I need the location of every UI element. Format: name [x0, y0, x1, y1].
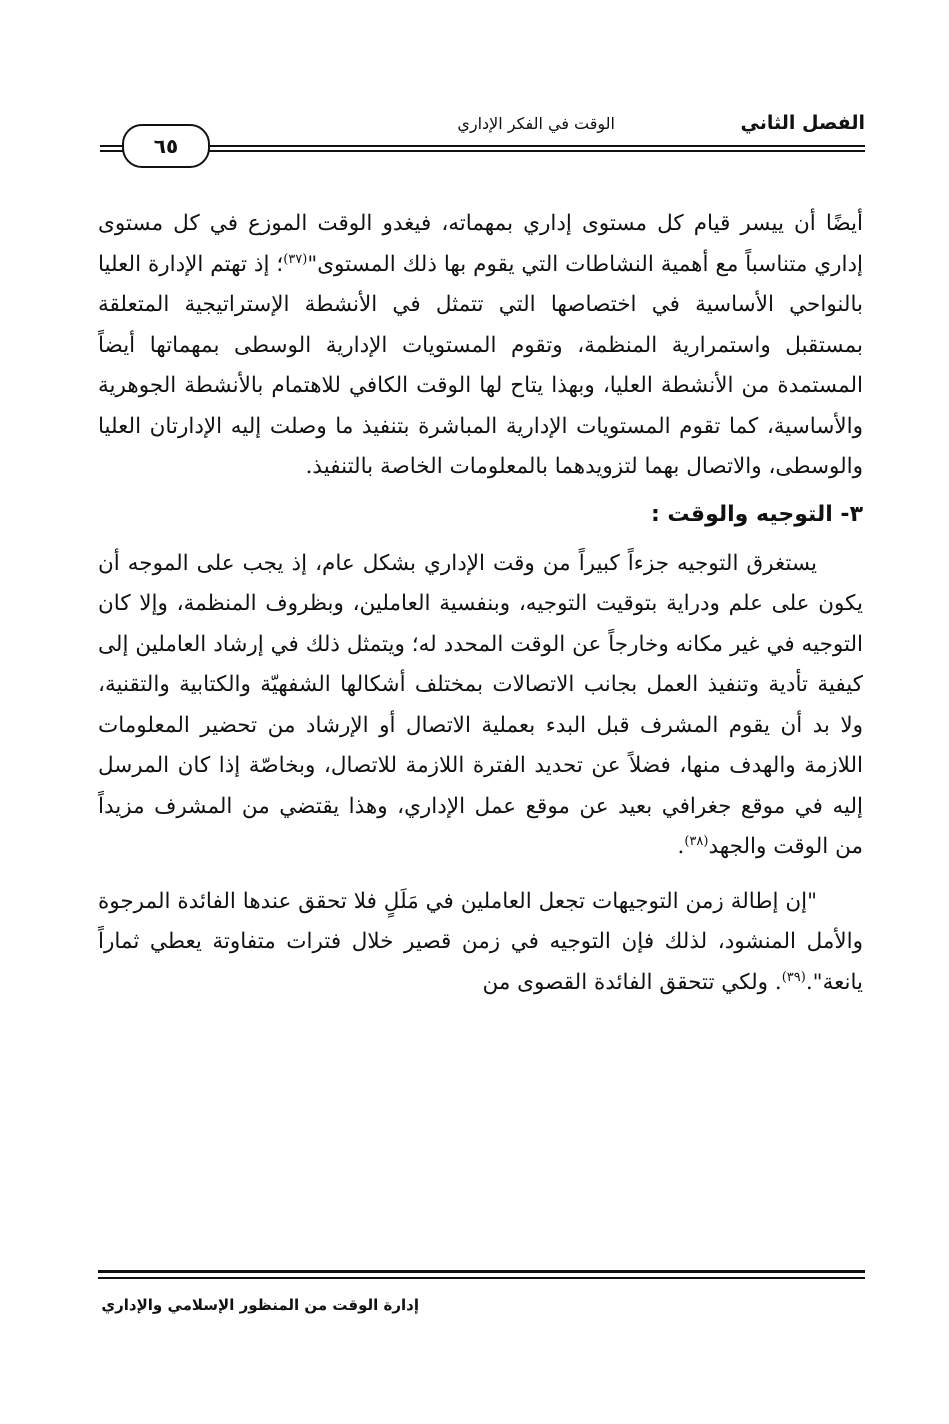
footnote-ref-39: (٣٩): [781, 969, 806, 985]
paragraph-2-text: يستغرق التوجيه جزءاً كبيراً من وقت الإداري بشكل عام، إذ يجب على الموجه أن يكون على علم ودراية بتوقيت التوجيه، وبنفسية العاملين، وبظروف المنظمة، وإلا كان التوجيه في غير مكانه وخارجاً عن الوقت المحدد له؛ ويتمثل ذلك في إرشاد العاملين إلى كيفية تأدية وتنفيذ العمل بجانب الاتصالات بمختلف أشكالها الشفهيّة والكتابية والتقنية، ولا بد أن يقوم المشرف قبل البدء بعملية الاتصال أو الإرشاد من تحضير المعلومات اللازمة والهدف منها، فضلاً عن تحديد الفترة اللازمة للاتصال، وبخاصّة إذا كان المرسل إليه في موقع جغرافي بعيد عن موقع عمل الإداري، وهذا يقتضي من المشرف مزيداً من الوقت والجهد: [98, 550, 863, 859]
running-header: [100, 108, 865, 160]
book-title-footer: إدارة الوقت من المنظور الإسلامي والإداري: [101, 1296, 419, 1314]
page-number: ٦٥: [153, 134, 179, 158]
header-rule-double: [100, 150, 865, 152]
paragraph-1: [98, 204, 863, 488]
paragraph-3-text-b: . ولكي تتحقق الفائدة القصوى من: [482, 969, 782, 995]
page-number-badge: [122, 124, 210, 168]
footnote-ref-38: (٣٨): [684, 833, 709, 849]
paragraph-1-text-b: ؛ إذ تهتم الإدارة العليا بالنواحي الأساسية في اختصاصها التي تتمثل في الأنشطة الإستراتيجية المتعلقة بمستقبل واستمرارية المنظمة، وتقوم المستويات الإدارية الوسطى بمهماتها أيضاً المستمدة من الأنشطة العليا، وبهذا يتاح لها الوقت الكافي للاهتمام بالأنشطة الجوهرية والأساسية، كما تقوم المستويات الإدارية المباشرة بتنفيذ ما وصلت إليه الإدارتان العليا والوسطى، والاتصال بهما لتزويدهما بالمعلومات الخاصة بالتنفيذ.: [98, 251, 863, 479]
paragraph-1-text-a: أيضًا أن ييسر قيام كل مستوى إداري بمهماته، فيغدو الوقت الموزع في كل مستوى إداري متناسباً مع أهمية النشاطات التي يقوم بها ذلك المستوى": [98, 211, 863, 277]
paragraph-2-end: .: [677, 834, 685, 859]
footer-rule: [98, 1270, 865, 1273]
header-rule: [100, 145, 865, 147]
chapter-label: الفصل الثاني: [740, 112, 865, 134]
footnote-ref-37: (٣٧): [283, 251, 308, 267]
paragraph-3: [98, 882, 863, 1004]
paragraph-3-text-a: "إن إطالة زمن التوجيهات تجعل العاملين في مَلَلٍ فلا تحقق عندها الفائدة المرجوة والأمل المنشود، لذلك فإن التوجيه في زمن قصير خلال فترات متفاوتة يعطي ثماراً يانعة".: [98, 888, 863, 995]
footer-rule-thin: [98, 1277, 865, 1279]
section-heading: ٣- التوجيه والوقت :: [650, 501, 863, 527]
chapter-title: الوقت في الفكر الإداري: [457, 114, 615, 133]
page-body: [98, 204, 863, 1003]
paragraph-gap: [98, 868, 863, 882]
paragraph-2: [98, 544, 863, 868]
